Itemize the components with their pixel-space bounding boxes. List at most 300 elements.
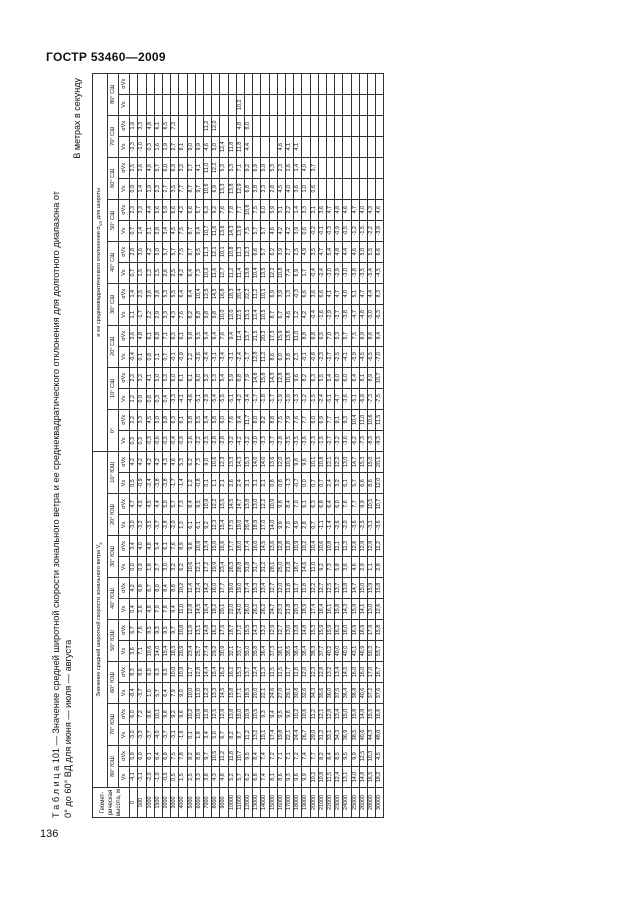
value-cell: 5,7 (162, 241, 170, 262)
value-cell: 8,4 (187, 283, 195, 304)
sub-header-sigma: σVx (119, 451, 130, 472)
value-cell: 15,8 (376, 620, 384, 641)
altitude-cell: 8000 (212, 788, 220, 818)
value-cell (294, 115, 302, 136)
value-cell: 7,6 (179, 304, 187, 325)
altitude-cell: 13000 (253, 788, 261, 818)
value-cell: 2,4 (236, 473, 244, 494)
value-cell: 2,4 (326, 473, 334, 494)
value-cell (220, 73, 228, 94)
value-cell: 1,2 (294, 304, 302, 325)
sub-header-mean: Vx (119, 262, 130, 283)
value-cell (302, 73, 310, 94)
value-cell: -3,7 (154, 515, 162, 536)
value-cell: 6,1 (187, 367, 195, 388)
value-cell: -2,4 (146, 473, 154, 494)
value-cell: -1,0 (154, 767, 162, 788)
value-cell: 1,5 (154, 262, 162, 283)
value-cell: 12,4 (195, 578, 203, 599)
value-cell: 0,7 (130, 262, 138, 283)
value-cell: 40,6 (359, 683, 367, 704)
value-cell: 26,7 (302, 725, 310, 746)
value-cell: 10,9 (179, 662, 187, 683)
value-cell (294, 94, 302, 115)
value-cell: 3,6 (130, 641, 138, 662)
value-cell: -0,9 (138, 473, 146, 494)
value-cell: 6,0 (171, 367, 179, 388)
value-cell: 12,2 (212, 494, 220, 515)
value-cell: 44,3 (368, 725, 376, 746)
value-cell: 21,8 (285, 557, 293, 578)
value-cell: 14,5 (261, 536, 269, 557)
value-cell: 12,4 (220, 136, 228, 157)
value-cell: 10,6 (203, 178, 211, 199)
value-cell: 13,9 (236, 220, 244, 241)
value-cell: 26,2 (261, 599, 269, 620)
value-cell: 9,9 (351, 746, 359, 767)
value-cell: 3,1 (310, 199, 318, 220)
value-cell: 21,8 (285, 599, 293, 620)
latitude-header: 70° СШ (108, 115, 119, 157)
value-cell: 35,6 (318, 683, 326, 704)
value-cell: -3,3 (261, 430, 269, 451)
value-cell: 1,4 (138, 220, 146, 241)
value-cell: 4,2 (302, 304, 310, 325)
value-cell: 6,8 (310, 325, 318, 346)
value-cell: 2,8 (130, 241, 138, 262)
value-cell: 12,3 (310, 662, 318, 683)
value-cell: 40,0 (335, 641, 343, 662)
value-cell: 2,8 (376, 557, 384, 578)
value-cell: 18,3 (171, 641, 179, 662)
value-cell: 10,4 (253, 262, 261, 283)
value-cell: -3,5 (359, 262, 367, 283)
value-cell (220, 94, 228, 115)
value-cell: 4,7 (351, 199, 359, 220)
value-cell (326, 178, 334, 199)
value-cell: 10,9 (195, 704, 203, 725)
value-cell: 15,0 (343, 704, 351, 725)
sub-header-mean: Vx (119, 599, 130, 620)
value-cell: 11,0 (359, 409, 367, 430)
caption-line-1: Т а б л и ц а 101 — Значение средней широтной скорости зонального ветра и ее среднеквадратического отклонения для долготного диапазона от (51, 191, 61, 818)
value-cell: 6,1 (179, 367, 187, 388)
value-cell: -3,2 (138, 515, 146, 536)
value-cell: 29,1 (285, 683, 293, 704)
value-cell: -3,1 (228, 346, 236, 367)
table-row (212, 73, 220, 817)
value-cell: 14,7 (351, 578, 359, 599)
value-cell (368, 115, 376, 136)
value-cell: -2,7 (326, 346, 334, 367)
value-cell: 10,7 (376, 367, 384, 388)
value-cell: 3,9 (277, 241, 285, 262)
value-cell (318, 178, 326, 199)
value-cell: 7,5 (244, 220, 252, 241)
value-cell: 37,3 (269, 641, 277, 662)
value-cell: 1,9 (146, 178, 154, 199)
value-cell: 6,6 (359, 473, 367, 494)
value-cell: 2,1 (220, 473, 228, 494)
value-cell: 5,7 (261, 220, 269, 241)
value-cell: -3,9 (376, 220, 384, 241)
value-cell: -3,6 (343, 388, 351, 409)
table-row (179, 73, 187, 817)
value-cell: 9,7 (236, 725, 244, 746)
value-cell: -0,2 (310, 220, 318, 241)
value-cell: 6,2 (244, 767, 252, 788)
value-cell: 2,6 (162, 262, 170, 283)
value-cell: 18,9 (302, 599, 310, 620)
value-cell: 11,2 (244, 725, 252, 746)
value-cell: 16,2 (335, 620, 343, 641)
value-cell: 6,9 (212, 178, 220, 199)
value-cell: -8,3 (368, 430, 376, 451)
value-cell: -1,5 (318, 430, 326, 451)
value-cell: 12,8 (277, 536, 285, 557)
value-cell: 16,0 (351, 662, 359, 683)
value-cell (326, 136, 334, 157)
value-cell: 6,1 (162, 536, 170, 557)
value-cell: -3,5 (294, 430, 302, 451)
value-cell: 6,0 (277, 346, 285, 367)
value-cell: 10,6 (318, 536, 326, 557)
value-cell: 10,5 (261, 304, 269, 325)
value-cell: 15,3 (310, 620, 318, 641)
value-cell (359, 115, 367, 136)
value-cell (212, 73, 220, 94)
value-cell: 5,4 (154, 536, 162, 557)
value-cell: 7,1 (277, 746, 285, 767)
value-cell: 40,0 (343, 641, 351, 662)
value-cell: 38,4 (302, 641, 310, 662)
value-cell: 27,4 (203, 641, 211, 662)
value-cell: 8,4 (285, 494, 293, 515)
value-cell: 7,0 (294, 494, 302, 515)
value-cell: 5,7 (351, 473, 359, 494)
value-cell (253, 94, 261, 115)
value-cell: 14,5 (220, 683, 228, 704)
value-cell: 12,0 (277, 451, 285, 472)
value-cell: 7,2 (269, 746, 277, 767)
value-cell: -3,2 (244, 430, 252, 451)
value-cell: -7,5 (376, 388, 384, 409)
value-cell: 15,9 (318, 620, 326, 641)
value-cell: 16,4 (203, 599, 211, 620)
value-cell (130, 73, 138, 94)
value-cell: 16,6 (376, 704, 384, 725)
value-cell: 9,5 (162, 620, 170, 641)
latitude-header: 40° ЮШ (108, 578, 119, 620)
value-cell: -3,3 (138, 725, 146, 746)
value-cell: 6,4 (162, 683, 170, 704)
value-cell (253, 115, 261, 136)
value-cell: 9,5 (162, 662, 170, 683)
value-cell: 13,4 (335, 662, 343, 683)
value-cell: 12,7 (318, 578, 326, 599)
value-cell (187, 115, 195, 136)
value-cell: 3,8 (203, 767, 211, 788)
value-cell: 9,4 (236, 409, 244, 430)
latitude-header: 30° ЮШ (108, 536, 119, 578)
value-cell: 12,9 (220, 704, 228, 725)
value-cell: -3,2 (335, 430, 343, 451)
value-cell: -5,1 (326, 388, 334, 409)
value-cell: 16,8 (220, 283, 228, 304)
value-cell: 4,6 (343, 199, 351, 220)
value-cell: -3,6 (376, 515, 384, 536)
value-cell: 5,4 (220, 367, 228, 388)
value-cell: 5,9 (228, 367, 236, 388)
value-cell: 13,5 (261, 262, 269, 283)
value-cell: 1,0 (302, 178, 310, 199)
value-cell: 6,0 (335, 494, 343, 515)
value-cell (162, 73, 170, 94)
table-row (277, 73, 285, 817)
value-cell: -2,9 (335, 262, 343, 283)
value-cell: -0,5 (343, 220, 351, 241)
value-cell: 1,9 (162, 136, 170, 157)
value-cell: -5,9 (351, 346, 359, 367)
value-cell: 11,0 (294, 325, 302, 346)
value-cell: -2,8 (212, 430, 220, 451)
value-cell (368, 94, 376, 115)
value-cell: 6,9 (294, 262, 302, 283)
value-cell: 5,1 (351, 283, 359, 304)
latitude-header: 60° ЮШ (108, 662, 119, 704)
value-cell: 8,2 (318, 746, 326, 767)
value-cell: 7,5 (179, 241, 187, 262)
value-cell: 15,4 (220, 515, 228, 536)
value-cell: 1,1 (154, 346, 162, 367)
value-cell: 1,4 (130, 283, 138, 304)
table-row (310, 73, 318, 817)
value-cell: 13,0 (285, 620, 293, 641)
value-cell: 2,7 (171, 136, 179, 157)
value-cell: 6,0 (162, 157, 170, 178)
value-cell: -3,1 (171, 725, 179, 746)
value-cell: 13,4 (335, 704, 343, 725)
value-cell: -2,8 (220, 430, 228, 451)
value-cell: 16,0 (253, 536, 261, 557)
sub-header-sigma: σVx (119, 367, 130, 388)
value-cell: 30,9 (220, 641, 228, 662)
value-cell: 7,5 (179, 220, 187, 241)
value-cell: 9,5 (343, 746, 351, 767)
value-cell: -1,3 (294, 388, 302, 409)
value-cell: -0,4 (310, 304, 318, 325)
value-cell: 14,4 (203, 662, 211, 683)
value-cell: -1,8 (261, 388, 269, 409)
value-cell: 7,7 (236, 199, 244, 220)
value-cell: 9,8 (285, 704, 293, 725)
value-cell: 10,1 (220, 241, 228, 262)
table-row (269, 73, 277, 817)
value-cell: 26,3 (228, 557, 236, 578)
value-cell: 1,2 (130, 388, 138, 409)
value-cell: 31,7 (253, 557, 261, 578)
value-cell: 15,0 (212, 536, 220, 557)
value-cell: 6,0 (343, 367, 351, 388)
value-cell: 5,7 (236, 767, 244, 788)
value-cell: 38,5 (285, 641, 293, 662)
value-cell: 8,7 (187, 241, 195, 262)
value-cell: 7,0 (326, 325, 334, 346)
altitude-cell: 25000 (351, 788, 359, 818)
value-cell: 24,0 (236, 599, 244, 620)
altitude-cell: 26000 (359, 788, 367, 818)
sub-header-sigma: σVx (119, 199, 130, 220)
value-cell: 19,0 (236, 515, 244, 536)
value-cell: 11,8 (285, 536, 293, 557)
value-cell: 3,1 (253, 473, 261, 494)
value-cell (335, 115, 343, 136)
value-cell: 7,4 (261, 746, 269, 767)
value-cell: 14,5 (228, 494, 236, 515)
altitude-cell: 21000 (318, 788, 326, 818)
value-cell: 5,5 (195, 409, 203, 430)
value-cell: 12,4 (253, 662, 261, 683)
altitude-cell: 18000 (294, 788, 302, 818)
value-cell (376, 136, 384, 157)
value-cell: 7,8 (228, 199, 236, 220)
value-cell: 5,0 (154, 367, 162, 388)
value-cell: 13,2 (253, 725, 261, 746)
value-cell: 17,2 (203, 557, 211, 578)
value-cell: 8,9 (179, 536, 187, 557)
value-cell: 6,5 (318, 325, 326, 346)
sub-header-mean: Vx (119, 641, 130, 662)
value-cell: 24,4 (294, 725, 302, 746)
value-cell (146, 73, 154, 94)
value-cell (228, 73, 236, 94)
value-cell: 11,4 (236, 262, 244, 283)
value-cell: 17,9 (368, 620, 376, 641)
value-cell: -4,5 (376, 262, 384, 283)
value-cell: 2,7 (285, 241, 293, 262)
value-cell: 13,4 (203, 536, 211, 557)
value-cell (228, 115, 236, 136)
value-cell: 5,5 (171, 283, 179, 304)
value-cell: 11,0 (179, 599, 187, 620)
value-cell: 2,5 (187, 767, 195, 788)
value-cell (343, 136, 351, 157)
value-cell: 9,4 (195, 220, 203, 241)
value-cell: 0,4 (130, 599, 138, 620)
value-cell: 14,0 (253, 451, 261, 472)
value-cell: 8,8 (171, 578, 179, 599)
value-cell: 11,7 (285, 662, 293, 683)
value-cell: 13,7 (244, 662, 252, 683)
value-cell: -3,3 (171, 388, 179, 409)
value-cell: -1,4 (179, 473, 187, 494)
value-cell: 10,6 (368, 409, 376, 430)
value-cell: 3,8 (154, 283, 162, 304)
value-cell: 15,8 (351, 704, 359, 725)
value-cell: 10,6 (146, 641, 154, 662)
value-cell: 18,2 (376, 767, 384, 788)
value-cell (310, 73, 318, 94)
value-cell: -0,4 (130, 346, 138, 367)
value-cell: 10,9 (269, 494, 277, 515)
altitude-cell: 11000 (236, 788, 244, 818)
value-cell: 5,7 (195, 199, 203, 220)
value-cell: 3,7 (310, 157, 318, 178)
value-cell: 6,0 (261, 199, 269, 220)
value-cell: 6,9 (318, 409, 326, 430)
value-cell: 3,6 (294, 178, 302, 199)
value-cell: -3,4 (220, 346, 228, 367)
value-cell: 11,6 (212, 220, 220, 241)
value-cell: -4,2 (236, 430, 244, 451)
value-cell: 12,0 (212, 115, 220, 136)
table-row (162, 73, 170, 817)
value-cell: 7,9 (171, 683, 179, 704)
value-cell: 15,9 (326, 620, 334, 641)
value-cell: 4,9 (294, 515, 302, 536)
value-cell: 11,3 (236, 241, 244, 262)
altitude-cell: 3000 (171, 788, 179, 818)
value-cell: -3,6 (302, 430, 310, 451)
value-cell: 12,5 (212, 704, 220, 725)
value-cell: 33,1 (326, 725, 334, 746)
value-cell: -4,6 (187, 388, 195, 409)
value-cell: 6,6 (376, 241, 384, 262)
page-number: 136 (40, 828, 59, 840)
value-cell (359, 94, 367, 115)
value-cell: 34,3 (335, 725, 343, 746)
value-cell: 3,9 (277, 283, 285, 304)
value-cell: 13,1 (195, 620, 203, 641)
value-cell: -0,9 (179, 346, 187, 367)
value-cell: 22,2 (244, 283, 252, 304)
value-cell (253, 136, 261, 157)
value-cell: 12,2 (261, 494, 269, 515)
value-cell: 14,7 (351, 451, 359, 472)
value-cell: 13,2 (261, 620, 269, 641)
table-row (130, 73, 138, 817)
value-cell: 5,3 (162, 283, 170, 304)
value-cell: -0,1 (318, 220, 326, 241)
sub-header-mean: Vx (119, 136, 130, 157)
value-cell: 7,1 (162, 325, 170, 346)
value-cell: 9,0 (203, 451, 211, 472)
value-cell: 2,9 (154, 304, 162, 325)
value-cell: -3,7 (146, 725, 154, 746)
value-cell: 3,3 (261, 178, 269, 199)
value-cell: -0,7 (294, 473, 302, 494)
value-cell: 10,0 (187, 683, 195, 704)
value-cell: 14,8 (203, 620, 211, 641)
value-cell: 53,7 (376, 641, 384, 662)
value-cell (236, 73, 244, 94)
value-cell: 12,8 (195, 662, 203, 683)
value-cell: -2,4 (236, 346, 244, 367)
value-cell: 11,2 (203, 115, 211, 136)
value-cell: -4,8 (359, 304, 367, 325)
value-cell: 7,5 (351, 325, 359, 346)
value-cell: 6,4 (212, 325, 220, 346)
value-cell: 15,4 (162, 641, 170, 662)
value-cell: 14,0 (269, 515, 277, 536)
value-cell: 14,8 (253, 367, 261, 388)
value-cell (195, 94, 203, 115)
value-cell: -7,3 (368, 388, 376, 409)
value-cell: 7,4 (285, 262, 293, 283)
value-cell: 7,6 (343, 494, 351, 515)
value-cell: 1,5 (179, 767, 187, 788)
value-cell: 15,8 (261, 367, 269, 388)
